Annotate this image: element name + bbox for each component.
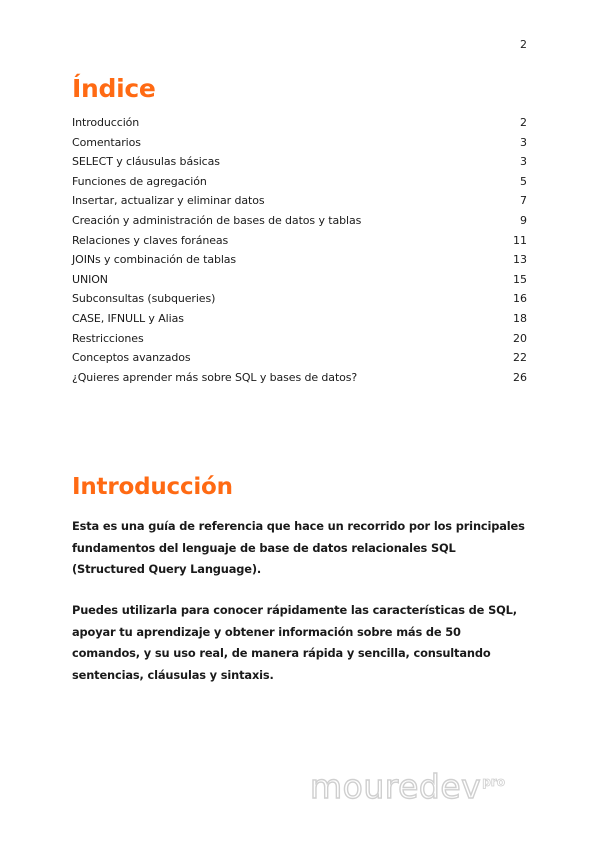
logo-wordmark: mouredev xyxy=(310,767,482,806)
toc-title: Índice xyxy=(72,74,156,103)
toc-entry-page: 13 xyxy=(513,253,527,267)
toc-entry-page: 22 xyxy=(513,351,527,365)
toc-entry-label: CASE, IFNULL y Alias xyxy=(72,311,184,325)
toc-entry-page: 2 xyxy=(520,116,527,129)
toc-entry-label: Subconsultas (subqueries) xyxy=(72,292,216,306)
toc-entry-page: 3 xyxy=(520,135,527,149)
toc-entry-page: 11 xyxy=(513,233,527,247)
toc-entry[interactable] xyxy=(72,194,527,214)
toc-entry[interactable] xyxy=(72,136,527,156)
intro-paragraph-2: Puedes utilizarla para conocer rápidamente las características de SQL, apoyar tu aprendizaje y obtener información sobre más de 50 comandos, y su uso real, de manera rápida y sencilla, consultando sentencias, cláusulas y sintaxis. xyxy=(72,603,517,682)
toc-entry[interactable] xyxy=(72,175,527,195)
toc-entry[interactable] xyxy=(72,253,527,273)
toc-entry-page: 20 xyxy=(513,331,527,345)
toc-entry-page: 18 xyxy=(513,311,527,325)
toc-entry[interactable] xyxy=(72,292,527,312)
mouredev-pro-logo xyxy=(310,767,505,806)
toc-entry-page: 9 xyxy=(520,213,527,227)
toc-entry-label: ¿Quieres aprender más sobre SQL y bases de datos? xyxy=(72,370,358,384)
logo-pro-suffix: pro xyxy=(482,775,505,789)
toc-entry-label: Restricciones xyxy=(72,331,144,345)
toc-entry[interactable] xyxy=(72,371,527,391)
intro-paragraph-1: Esta es una guía de referencia que hace un recorrido por los principales fundamentos del lenguaje de base de datos relacionales SQL (Structured Query Language). xyxy=(72,519,525,576)
toc-entry[interactable] xyxy=(72,234,527,254)
toc-entry[interactable] xyxy=(72,155,527,175)
toc-entry-page: 16 xyxy=(513,292,527,306)
table-of-contents xyxy=(72,116,527,390)
toc-entry-label: SELECT y cláusulas básicas xyxy=(72,155,220,169)
toc-entry-page: 3 xyxy=(520,155,527,169)
toc-entry[interactable] xyxy=(72,312,527,332)
toc-entry-page: 5 xyxy=(520,174,527,188)
intro-title: Introducción xyxy=(72,474,233,500)
toc-entry-label: Creación y administración de bases de datos y tablas xyxy=(72,213,362,227)
toc-entry[interactable] xyxy=(72,214,527,234)
toc-entry[interactable] xyxy=(72,351,527,371)
toc-entry[interactable] xyxy=(72,273,527,293)
toc-entry-page: 7 xyxy=(520,194,527,208)
toc-entry-label: UNION xyxy=(72,272,108,286)
toc-entry[interactable] xyxy=(72,332,527,352)
toc-entry-label: Comentarios xyxy=(72,135,141,149)
toc-entry-label: Introducción xyxy=(72,116,140,129)
toc-entry[interactable] xyxy=(72,116,527,136)
toc-entry-label: Insertar, actualizar y eliminar datos xyxy=(72,194,265,208)
toc-entry-label: Funciones de agregación xyxy=(72,174,207,188)
toc-entry-label: Relaciones y claves foráneas xyxy=(72,233,229,247)
toc-entry-page: 15 xyxy=(513,272,527,286)
page-number: 2 xyxy=(520,38,527,51)
toc-entry-page: 26 xyxy=(513,370,527,384)
toc-entry-label: Conceptos avanzados xyxy=(72,351,191,365)
toc-entry-label: JOINs y combinación de tablas xyxy=(72,253,237,267)
